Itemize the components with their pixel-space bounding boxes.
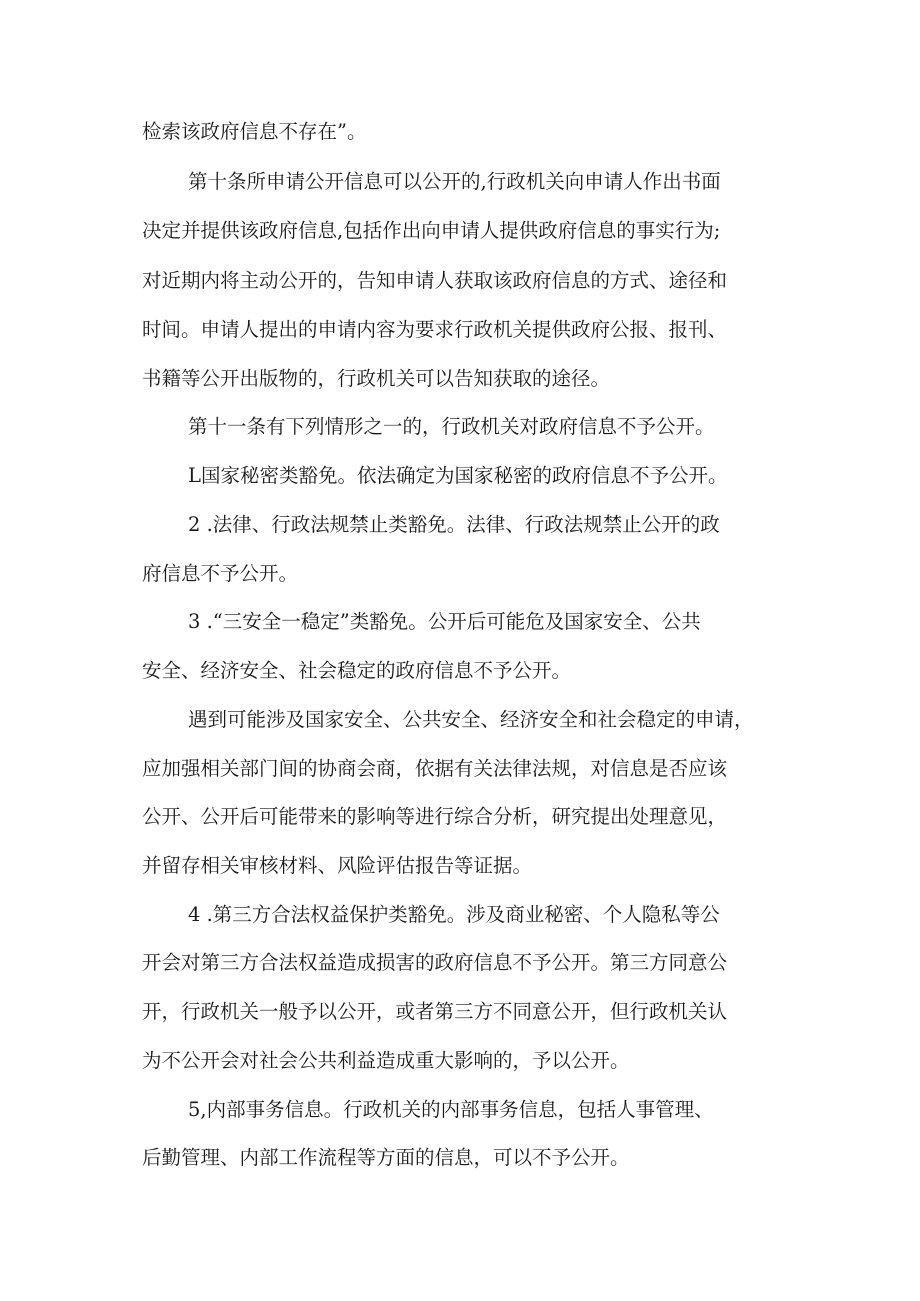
text-line: 检索该政府信息不存在”。 (142, 120, 367, 143)
text-line: 时间。申请人提出的申请内容为要求行政机关提供政府公报、报刊、 (142, 318, 728, 341)
text-line: 为不公开会对社会公共利益造成重大影响的，予以公开。 (142, 1049, 630, 1072)
text-line: 公开、公开后可能带来的影响等进行综合分析，研究提出处理意见， (142, 805, 728, 828)
text-line: 府信息不予公开。 (142, 562, 299, 585)
text-line: 3 .“三安全一稳定”类豁免。公开后可能危及国家安全、公共 (188, 610, 701, 633)
text-line: 书籍等公开出版物的，行政机关可以告知获取的途径。 (142, 367, 611, 390)
text-line: 决定并提供该政府信息,包括作出向申请人提供政府信息的事实行为; (142, 219, 721, 242)
text-line: 对近期内将主动公开的，告知申请人获取该政府信息的方式、途径和 (142, 269, 728, 292)
text-line: 应加强相关部门间的协商会商，依据有关法律法规，对信息是否应该 (142, 757, 728, 780)
text-line: 第十一条有下列情形之一的，行政机关对政府信息不予公开。 (188, 415, 715, 438)
text-line: 后勤管理、内部工作流程等方面的信息，可以不予公开。 (142, 1146, 630, 1169)
text-line: 5,内部事务信息。行政机关的内部事务信息，包括人事管理、 (188, 1098, 714, 1121)
text-line: 4 .第三方合法权益保护类豁免。涉及商业秘密、个人隐私等公 (188, 903, 720, 926)
text-line: 2 .法律、行政法规禁止类豁免。法律、行政法规禁止公开的政 (188, 513, 720, 536)
text-line: 安全、经济安全、社会稳定的政府信息不予公开。 (142, 659, 572, 682)
text-line: 开会对第三方合法权益造成损害的政府信息不予公开。第三方同意公 (142, 951, 728, 974)
text-line: 遇到可能涉及国家安全、公共安全、经济安全和社会稳定的申请， (188, 708, 754, 731)
text-line: 第十条所申请公开信息可以公开的,行政机关向申请人作出书面 (188, 170, 721, 193)
text-line: L国家秘密类豁免。依法确定为国家秘密的政府信息不予公开。 (188, 464, 728, 487)
text-line: 开，行政机关一般予以公开，或者第三方不同意公开，但行政机关认 (142, 1000, 728, 1023)
text-line: 并留存相关审核材料、风险评估报告等证据。 (142, 854, 533, 877)
